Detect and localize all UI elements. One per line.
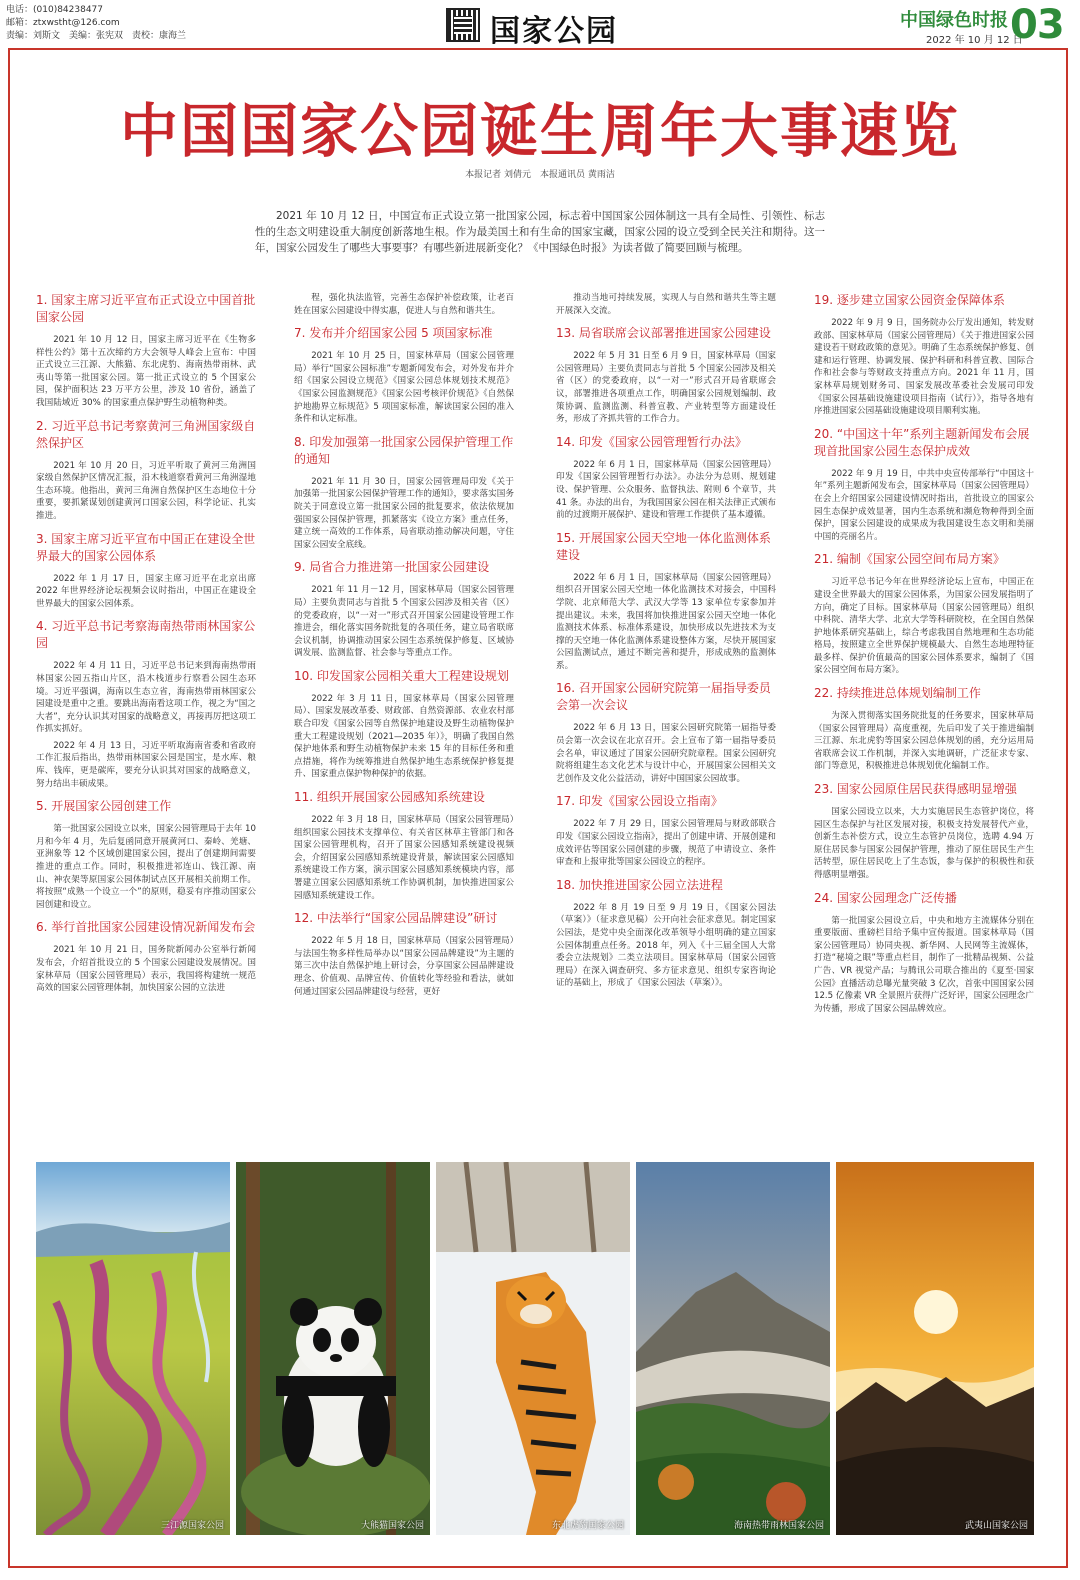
event-title: 14. 印发《国家公园管理暂行办法》 — [556, 434, 747, 449]
event-body: 2021 年 11 月－12 月，国家林草局（国家公园管理局）主要负责同志与首批 5 个国家公园涉及相关省（区）的党委政府，以“一对一”形式召开国家公园建设管理工作推进会，细化落实国务院批复的各项任务，建立局省联席会议机制，协调推动国家公园生态系统保护修复、区域协调发展、监测监督、社会参与等重点工作。 — [294, 585, 514, 659]
event-item — [556, 325, 776, 426]
event-body: 2022 年 3 月 18 日，国家林草局（国家公园管理局）组织国家公园技术支撑单位、有关省区林草主管部门和各国家公园管理机构，召开了国家公园感知系统建设视频会，介绍国家公园感知系统建设背景，解读国家公园感知系统建设工作方案，演示国家公园感知系统模块内容，部署建立国家公园感知系统工作协调机制，加快推进国家公园感知系统建设工作。 — [294, 815, 514, 901]
article-intro: 2021 年 10 月 12 日，中国宣布正式设立第一批国家公园，标志着中国国家公园体制这一具有全局性、引领性、标志性的生态文明建设重大制度创新落地生根。作为最美国土和有生命的国家宝藏，国家公园的设立受到全民关注和期待。这一年，国家公园发生了哪些大事要事？有哪些新进展新变化？《中国绿色时报》为读者做了简要回顾与梳理。 — [255, 210, 825, 254]
event-body: 为深入贯彻落实国务院批复的任务要求，国家林草局（国家公园管理局）高度重视，先后印发了关于推进编制三江源、东北虎豹等国家公园总体规划的函，充分运用局省联席会议工作机制，并深入实地调研，广泛征求专家、部门等意见，积极推进总体规划优化编制工作。 — [814, 711, 1034, 772]
event-title: 21. 编制《国家公园空间布局方案》 — [814, 552, 1005, 567]
event-body: 2022 年 9 月 9 日，国务院办公厅发出通知，转发财政部、国家林草局（国家公园管理局）《关于推进国家公园建设若干财政政策的意见》。明确了生态系统保护修复、创建和运行管理、协调发展、保护科研和科普宣教、国际合作和社会参与等财政支持重点方向。2021 年 11 月，国家林草局规划财务司、国家发展改革委社会发展司印发《国家公园基础设施建设项目指南（试行）》，指导各地有序推进国家公园基础设施建设项目顺利实施。 — [814, 318, 1034, 417]
email-text: 邮箱：ztxwstht@126.com — [6, 18, 120, 28]
event-title: 24. 国家公园理念广泛传播 — [814, 890, 957, 905]
text-column-2 — [294, 292, 514, 1152]
event-item — [36, 919, 256, 994]
event-body: 2022 年 3 月 11 日，国家林草局（国家公园管理局）、国家发展改革委、财政部、自然资源部、农业农村部联合印发《国家公园等自然保护地建设及野生动植物保护重大工程建设规划（2021—2035 年）》，明确了我国自然保护地体系和野生动植物保护未来 15 年的目标任务和重点措施，将作为统筹推进自然保护地生态系统保护修复提升、国家重点保护物种保护的依据。 — [294, 693, 514, 780]
event-body: 2022 年 5 月 31 日至 6 月 9 日，国家林草局（国家公园管理局）主要负责同志与首批 5 个国家公园涉及相关省（区）的党委政府，以“一对一”形式召开局省联席会议，部署推进各项重点工作，明确国家公园规划编制、政策协调、监测监测、科普宣教、产业转型等方面建设任务，形成了齐抓共管的工作合力。 — [556, 351, 776, 425]
editors-text: 责编：刘斯文 美编：张宪双 责校：康海兰 — [6, 31, 187, 41]
grassland-river-image — [36, 1162, 230, 1535]
event-body: 2022 年 6 月 1 日，国家林草局（国家公园管理局）印发《国家公园管理暂行办法》。办法分为总则、规划建设、保护管理、公众服务、监督执法、附则 6 个章节，共 41 条。办法的出台，为我国国家公园在相关法律正式颁布前的过渡期开展保护、建设和管理工作提供了基本遵循。 — [556, 459, 776, 521]
contact-info — [6, 4, 186, 43]
event-title: 16. 召开国家公园研究院第一届指导委员会第一次会议 — [556, 681, 771, 713]
event-body: 2021 年 11 月 30 日，国家公园管理局印发《关于加强第一批国家公园保护管理工作的通知》，要求落实国务院关于同意设立第一批国家公园的批复要求，依法依规加强国家公园保护管理，抓紧落实《设立方案》重点任务，建立统一高效的工作体系，局省联动推动解决问题，守住国家公园安全底线。 — [294, 476, 514, 550]
panda-photo — [236, 1162, 430, 1535]
event-title: 2. 习近平总书记考察黄河三角洲国家级自然保护区 — [36, 418, 256, 450]
event-item — [294, 434, 514, 552]
event-body: 第一批国家公园设立后，中央和地方主流媒体分别在重要版面、重磅栏目给予集中宣传报道。国家林草局（国家公园管理局）协同央视、新华网、人民网等主流媒体，打造“秘境之眼”等重点栏目，制作了一批精品视频、公益广告、VR 视觉产品；与腾讯公司联合推出的《夏至·国家公园》直播活动总曝光量突破 3 亿次，首张中国国家公园 12.5 亿像素 VR 全景照片获得广泛好评，国家公园理念广为传播，形成了国家公园品牌效应。 — [814, 915, 1034, 1014]
event-title: 5. 开展国家公园创建工作 — [36, 799, 172, 814]
event-title: 7. 发布并介绍国家公园 5 项国家标准 — [294, 326, 493, 341]
event-item — [814, 890, 1034, 1016]
event-item — [814, 781, 1034, 882]
event-item — [814, 685, 1034, 773]
event-body: 2022 年 5 月 18 日，国家林草局（国家公园管理局）与法国生物多样性局举办以“国家公园品牌建设”为主题的第三次中法自然保护地上研讨会，分享国家公园品牌建设理念、价值观、品牌宣传、价值转化等经验和看法，就如何通过国家公园品牌建设与经营，更好 — [294, 936, 514, 997]
event-title: 11. 组织开展国家公园感知系统建设 — [294, 790, 485, 805]
event-body: 程，强化执法监管，完善生态保护补偿政策，让老百姓在国家公园建设中得实惠，促进人与自然和谐共生。 — [294, 293, 514, 316]
grassland-river-photo — [36, 1162, 230, 1535]
event-body: 2022 年 6 月 13 日，国家公园研究院第一届指导委员会第一次会议在北京召开。会上宣布了第一届指导委员会名单，审议通过了国家公园研究院章程。国家公园研究院将组建生态文化艺术与设计中心，开展国家公园相关文艺创作及文化公益活动，讲好中国国家公园故事。 — [556, 723, 776, 784]
event-item — [294, 559, 514, 660]
event-title: 15. 开展国家公园天空地一体化监测体系建设 — [556, 530, 771, 562]
event-body: 2022 年 7 月 29 日，国家公园管理局与财政部联合印发《国家公园设立指南》，提出了创建申请、开展创建和成效评估等国家公园创建的步骤，规范了申请设立、条件审查和上报审批等国家公园设立的程序。 — [556, 819, 776, 868]
event-body: 2021 年 10 月 12 日，国家主席习近平在《生物多样性公约》第十五次缔约方大会领导人峰会上宣布：中国正式设立三江源、大熊猫、东北虎豹、海南热带雨林、武夷山等第一批国家公园。第一批正式设立的 5 个国家公园，保护面积达 23 万平方公里，涉及 10 省份，涵盖了我国陆域近 30% 的国家重点保护野生动植物种类。 — [36, 335, 256, 408]
photo-caption: 三江源国家公园 — [160, 1521, 224, 1531]
tiger-image — [436, 1162, 630, 1535]
tiger-photo — [436, 1162, 630, 1535]
event-item — [556, 530, 776, 673]
event-item — [556, 434, 776, 522]
sunrise-mountain-photo — [836, 1162, 1034, 1535]
event-body: 2022 年 1 月 17 日，国家主席习近平在北京出席 2022 年世界经济论坛视频会议时指出，中国正在建设全世界最大的国家公园体系。 — [36, 573, 256, 609]
event-title: 17. 印发《国家公园设立指南》 — [556, 794, 723, 809]
text-column-1 — [36, 292, 256, 1152]
event-title: 19. 逐步建立国家公园资金保障体系 — [814, 293, 1005, 307]
event-item — [294, 789, 514, 902]
event-item — [814, 551, 1034, 677]
paper-logo: 中国绿色时报 — [900, 10, 1008, 31]
event-title: 4. 习近平总书记考察海南热带雨林国家公园 — [36, 619, 256, 651]
event-item — [556, 680, 776, 785]
event-body: 2022 年 8 月 19 日至 9 月 19 日，《国家公园法（草案）》（征求意见稿）公开向社会征求意见。制定国家公园法，是党中央全面深化改革领导小组明确的建立国家公园体制重点任务。2018 年，列入《十三届全国人大常委会立法规划》二类立法项目。国家林草局（国家公园管理局）在深入调查研究、多方征求意见、组织专家咨询论证的基础上，形成了《国家公园法（草案）》。 — [556, 902, 776, 989]
event-title: 6. 举行首批国家公园建设情况新闻发布会 — [36, 920, 256, 935]
article-byline: 本报记者 刘倩元 本报通讯员 黄雨洁 — [465, 170, 615, 180]
event-item — [556, 292, 776, 317]
event-title: 9. 局省合力推进第一批国家公园建设 — [294, 560, 490, 575]
event-title: 1. 国家主席习近平宣布正式设立中国首批国家公园 — [36, 293, 256, 324]
event-title: 22. 持续推进总体规划编制工作 — [814, 686, 981, 701]
event-title: 18. 加快推进国家公园立法进程 — [556, 877, 723, 892]
event-item — [814, 292, 1034, 418]
event-item — [294, 910, 514, 998]
event-body: 2021 年 10 月 21 日，国务院新闻办公室举行新闻发布会，介绍首批设立的 5 个国家公园建设发展情况。国家林草局（国家公园管理局）表示，我国将构建统一规范高效的国家公园管理体制，加快国家公园的立法进 — [36, 945, 256, 994]
event-item — [36, 618, 256, 790]
event-body: 2022 年 4 月 11 日，习近平总书记来到海南热带雨林国家公园五指山片区，沿木栈道步行察看公园生态环境。习近平强调，海南以生态立省，海南热带雨林国家公园建设是重中之重。要跳出海南看这项工作，视之为“国之大者”，充分认识其对国家的战略意义，再接再厉把这项工作抓实抓好。 — [36, 661, 256, 735]
event-body: 2021 年 10 月 20 日，习近平听取了黄河三角洲国家级自然保护区情况汇报，沿木栈道察看黄河三角洲湿地生态环境。他指出，黄河三角洲自然保护区生态地位十分重要，要抓紧谋划创建黄河口国家公园，科学论证、扎实推进。 — [36, 460, 256, 521]
event-body: 国家公园设立以来，大力实施居民生态管护岗位，将园区生态保护与社区发展对接，积极支持发展替代产业，创新生态补偿方式，设立生态管护员岗位，选聘 4.94 万原住居民参与国家公园保护管理，推动了原住居民生产生活转型，原住居民吃上了生态饭，参与保护的积极性和获得感明显增强。 — [814, 807, 1034, 880]
event-item — [36, 798, 256, 911]
photo-caption: 东北虎豹国家公园 — [551, 1521, 624, 1531]
rainforest-mountain-photo — [636, 1162, 830, 1535]
event-item — [36, 418, 256, 523]
text-column-4 — [814, 292, 1034, 1152]
event-item — [294, 325, 514, 426]
photo-caption: 大熊猫国家公园 — [360, 1521, 424, 1531]
event-body: 2022 年 4 月 13 日，习近平听取海南省委和省政府工作汇报后指出，热带雨林国家公园是国宝，是水库、粮库、钱库，更是碳库，要充分认识其对国家的战略意义，努力结出丰硕成果。 — [36, 740, 256, 789]
section-name: 国家公园 — [490, 14, 618, 49]
phone-text: 电话：(010)84238477 — [6, 5, 104, 15]
event-title: 8. 印发加强第一批国家公园保护管理工作的通知 — [294, 434, 514, 466]
event-item — [294, 668, 514, 781]
event-body: 第一批国家公园设立以来，国家公园管理局于去年 10 月和今年 4 月，先后复函同意开展黄河口、秦岭、羌塘、亚洲象等 12 个区域创建国家公园，提出了创建期间需要推进的重点工作。同时，积极推进祁连山、钱江源、南山、神农架等原国家公园体制试点区开展相关前期工作。将按照“成熟一个设立一个”的原则，稳妥有序推动国家公园创建和设立。 — [36, 824, 256, 910]
event-item — [814, 426, 1034, 544]
photo-caption: 武夷山国家公园 — [964, 1521, 1028, 1531]
sunrise-image — [836, 1162, 1034, 1535]
masthead — [0, 0, 1080, 48]
event-item — [556, 877, 776, 990]
event-title: 20. “中国这十年”系列主题新闻发布会展现首批国家公园生态保护成效 — [814, 426, 1030, 458]
event-title: 10. 印发国家公园相关重大工程建设规划 — [294, 668, 509, 683]
event-item — [36, 292, 256, 410]
event-title: 23. 国家公园原住居民获得感明显增强 — [814, 782, 1017, 797]
panda-image — [236, 1162, 430, 1535]
event-title: 12. 中法举行“国家公园品牌建设”研讨 — [294, 911, 498, 926]
page-number: 03 — [1010, 2, 1064, 48]
article-headline: 中国国家公园诞生周年大事速览 — [119, 97, 960, 165]
qr-code-icon — [446, 8, 480, 42]
event-body: 2021 年 10 月 25 日，国家林草局（国家公园管理局）举行“国家公园标准”专题新闻发布会，对外发布并介绍《国家公园设立规范》《国家公园总体规划技术规范》《国家公园监测规范》《国家公园考核评价规范》《自然保护地勘界立标规范》5 项国家标准，解读国家公园的准入条件和认定标准。 — [294, 351, 514, 425]
event-title: 13. 局省联席会议部署推进国家公园建设 — [556, 326, 771, 341]
event-item — [36, 531, 256, 611]
event-body: 习近平总书记今年在世界经济论坛上宣布，中国正在建设全世界最大的国家公园体系，为国家公园发展指明了方向，确定了目标。国家林草局（国家公园管理局）组织中科院、清华大学、北京大学等科研院校，在全国自然保护地体系研究基础上，综合考虑我国自然地理和生态功能格局，按照建立全世界保护规模最大、自然生态地理特征最多样、保护价值最高的国家公园体系要求，编制了《国家公园空间布局方案》。 — [814, 577, 1034, 676]
text-column-3 — [556, 292, 776, 1152]
event-body: 2022 年 9 月 19 日，中共中央宣传部举行“中国这十年”系列主题新闻发布会，国家林草局（国家公园管理局）在会上介绍国家公园建设情况时指出，首批设立的国家公园生态保护成效显著，国内生态系统和濒危物种得到全面保护，国家公园建设的成果成为我国建设生态文明和美丽中国的亮丽名片。 — [814, 468, 1034, 542]
event-title: 3. 国家主席习近平宣布中国正在建设全世界最大的国家公园体系 — [36, 531, 256, 563]
event-item — [294, 292, 514, 317]
photo-strip — [36, 1162, 1034, 1535]
rainforest-image — [636, 1162, 830, 1535]
paper-date: 2022 年 10 月 12 日 — [926, 35, 1023, 46]
event-item — [556, 793, 776, 868]
event-body: 2022 年 6 月 1 日，国家林草局（国家公园管理局）组织召开国家公园天空地一体化监测技术对接会，中国科学院、北京师范大学、武汉大学等 13 家单位专家参加并提出建议。未来，我国将加快推进国家公园天空地一体化监测技术体系、标准体系建设，加快形成以先进技术为支撑的天空地一体化监测体系建设整体方案，尽快开展国家公园监测试点，通过不断完善和提升，形成成熟的监测体系。 — [556, 572, 776, 671]
event-body: 推动当地可持续发展，实现人与自然和谐共生等主题开展深入交流。 — [556, 293, 776, 316]
photo-caption: 海南热带雨林国家公园 — [733, 1521, 824, 1531]
